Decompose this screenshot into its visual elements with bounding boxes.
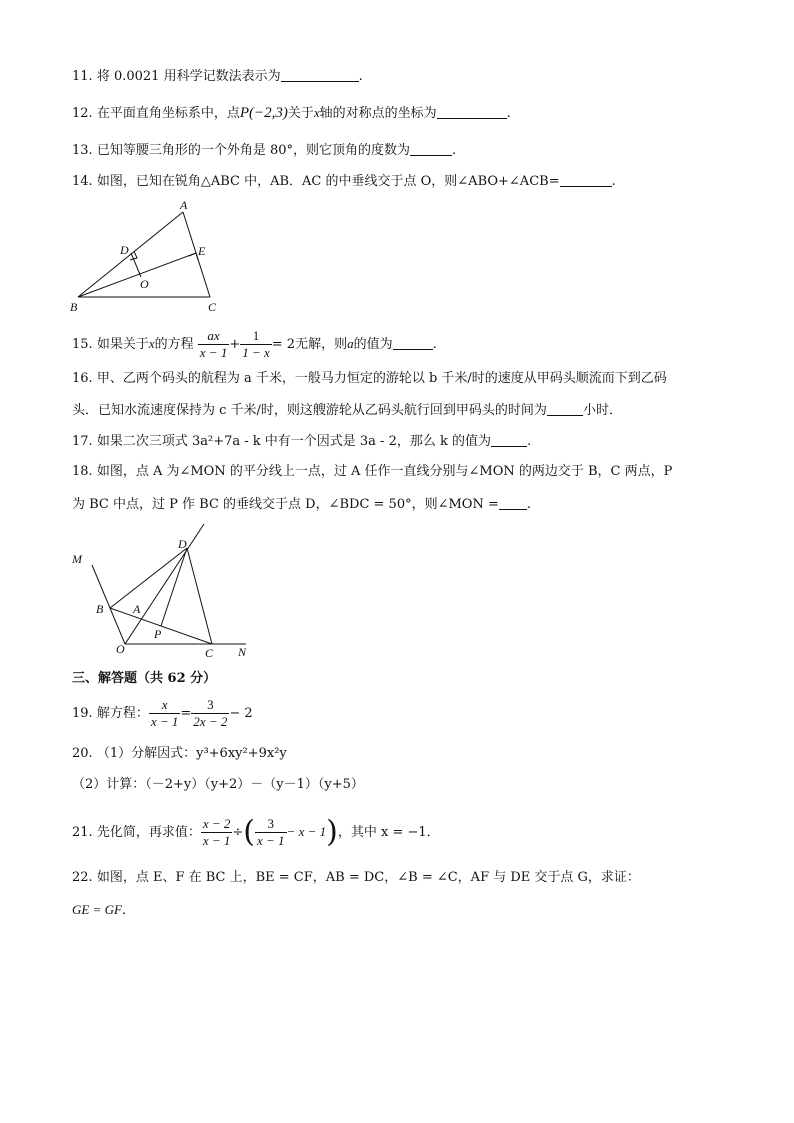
fraction: $\frac{ax}{x - 1}$: [199, 328, 228, 360]
label-o: O: [116, 642, 125, 656]
label-c: C: [205, 646, 214, 660]
label-p: P: [154, 627, 162, 641]
answer-blank[interactable]: [491, 432, 527, 447]
label-d: D: [120, 243, 129, 257]
fraction: $\frac{3}{2x - 2}$: [193, 697, 228, 729]
right-paren: ): [326, 814, 338, 850]
label-d: D: [178, 537, 187, 551]
label-o: O: [140, 277, 149, 291]
question-11: 11. 将 0.0021 用科学记数法表示为 .: [72, 69, 363, 84]
answer-blank[interactable]: [499, 495, 527, 510]
fraction: $\frac{x - 2}{x - 1}$: [202, 816, 231, 848]
question-21: 21. 先化简，再求值： $\frac{x - 2}{x - 1}$ ÷( $\frac{3}{x - 1}$ − x − 1)，其中 x = −1．: [72, 814, 440, 850]
answer-blank[interactable]: [410, 141, 452, 156]
question-22-line-1: 22. 如图，点 E、F 在 BC 上，BE = CF，AB = DC，∠B = ∠C，AF 与 DE 交于点 G，求证：: [72, 870, 640, 885]
fraction: $\frac{1}{1 - x}$: [242, 328, 270, 360]
question-20-part-1: 20. （1）分解因式：y³+6xy²+9x²y: [72, 746, 287, 761]
question-14: 14. 如图，已知在锐角△ABC 中，AB．AC 的中垂线交于点 O，则∠ABO+∠ACB= .: [72, 174, 616, 189]
answer-blank[interactable]: [560, 172, 612, 187]
fraction: $\frac{x}{x - 1}$: [150, 697, 179, 729]
question-22-line-2: GE = GF．: [72, 902, 135, 917]
answer-blank[interactable]: [393, 335, 433, 350]
segment-pd: [161, 548, 187, 626]
segment-be: [78, 253, 196, 297]
label-n: N: [238, 645, 247, 659]
label-b: B: [96, 602, 104, 616]
answer-blank[interactable]: [437, 104, 507, 119]
answer-blank[interactable]: [547, 401, 583, 416]
question-13: 13. 已知等腰三角形的一个外角是 80°，则它顶角的度数为 .: [72, 143, 457, 158]
fraction: $\frac{3}{x - 1}$: [257, 816, 285, 848]
question-19: 19. 解方程： $\frac{x}{x - 1}$ = $\frac{3}{2x - 2}$ − 2: [72, 697, 253, 729]
section-heading: 三、解答题（共 62 分）: [72, 671, 217, 686]
segment-bd: [110, 548, 187, 608]
question-16-line-2: 头．已知水流速度保持为 c 千米/时，则这艘游轮从乙码头航行回到甲码头的时间为 小时．: [72, 403, 622, 418]
label-e: E: [198, 244, 206, 258]
label-b: B: [70, 300, 78, 314]
right-angle-mark-e: [189, 253, 198, 260]
question-18-line-2: 为 BC 中点，过 P 作 BC 的垂线交于点 D，∠BDC = 50°，则∠MON = .: [72, 497, 531, 512]
label-c: C: [208, 300, 217, 314]
bisector-od: [125, 524, 204, 644]
figure-triangle-abc: [66, 198, 236, 318]
question-18-line-1: 18. 如图，点 A 为∠MON 的平分线上一点，过 A 任作一直线分别与∠MON 的两边交于 B，C 两点，P: [72, 464, 673, 479]
segment-ab: [78, 212, 183, 297]
question-15: 15. 如果关于x的方程 $\frac{ax}{x - 1}$ + $\frac{1}{1 - x}$ = 2无解，则a的值为 .: [72, 328, 437, 360]
answer-blank[interactable]: [281, 67, 359, 82]
question-12: 12. 在平面直角坐标系中，点P(−2,3)关于x轴的对称点的坐标为 .: [72, 105, 511, 121]
question-16-line-1: 16. 甲、乙两个码头的航程为 a 千米，一般马力恒定的游轮以 b 千米/时的速度从甲码头顺流而下到乙码: [72, 371, 667, 386]
label-a: A: [180, 198, 188, 212]
question-20-part-2: （2）计算：（－2+y）（y+2）－（y－1）（y+5）: [72, 777, 364, 792]
left-paren: (: [243, 814, 256, 850]
figure-angle-mon: [66, 520, 266, 662]
question-17: 17. 如果二次三项式 3a²+7a - k 中有一个因式是 3a - 2，那么 k 的值为 .: [72, 434, 532, 449]
label-m: M: [72, 552, 82, 566]
label-a: A: [133, 602, 141, 616]
segment-dc: [187, 548, 212, 644]
